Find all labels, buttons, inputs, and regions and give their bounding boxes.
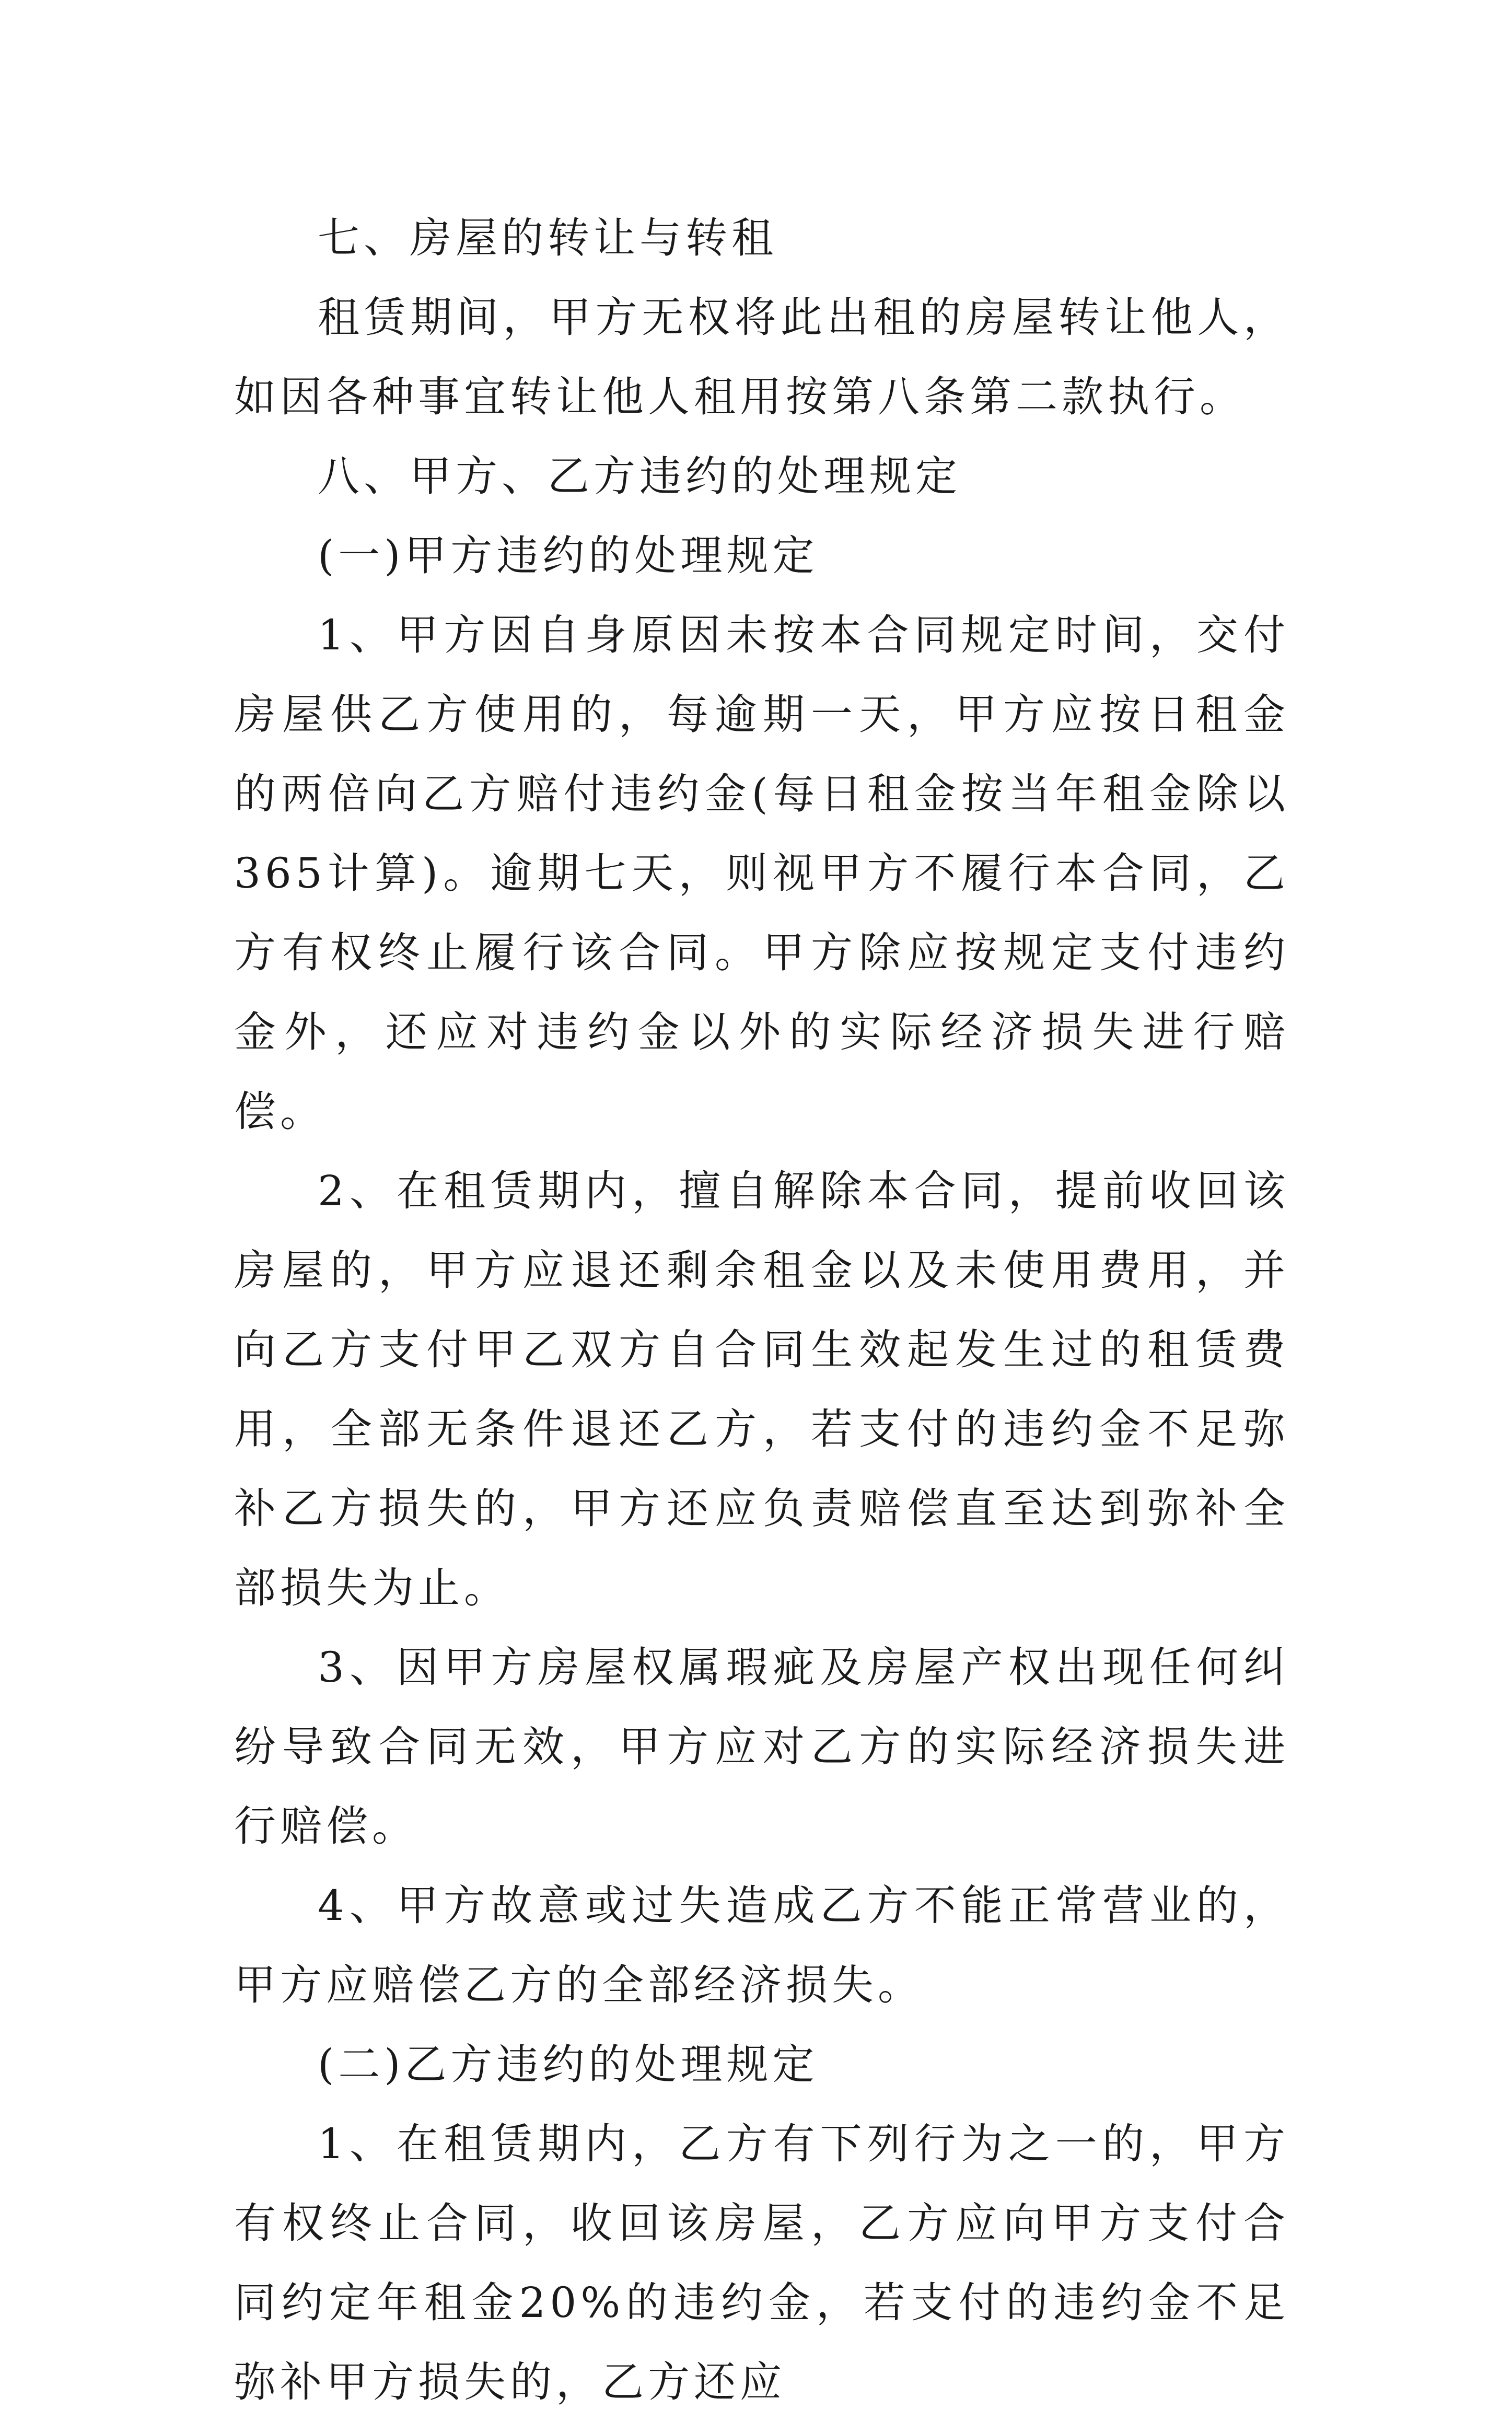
section-heading-breach: 八、甲方、乙方违约的处理规定 xyxy=(318,452,961,500)
section-heading-transfer: 七、房屋的转让与转租 xyxy=(318,214,777,262)
subsection-heading-party-b: (二)乙方违约的处理规定 xyxy=(318,2040,819,2089)
paragraph-transfer-clause: 租赁期间，甲方无权将此出租的房屋转让他人，如因各种事宜转让他人租用按第八条第二款执行。 xyxy=(234,293,1289,421)
paragraph-party-a-item-2: 2、在租赁期内，擅自解除本合同，提前收回该房屋的，甲方应退还剩余租金以及未使用费用，并向乙方支付甲乙双方自合同生效起发生过的租赁费用，全部无条件退还乙方，若支付的违约金不足弥补乙方损失的，甲方还应负责赔偿直至达到弥补全部损失为止。 xyxy=(234,1167,1289,1612)
document-body xyxy=(234,199,1289,2422)
subsection-heading-party-a: (一)甲方违约的处理规定 xyxy=(318,531,819,580)
paragraph-party-a-item-1: 1、甲方因自身原因未按本合同规定时间，交付房屋供乙方使用的，每逾期一天，甲方应按日租金的两倍向乙方赔付违约金(每日租金按当年租金除以365计算)。逾期七天，则视甲方不履行本合同，乙方有权终止履行该合同。甲方除应按规定支付违约金外，还应对违约金以外的实际经济损失进行赔偿。 xyxy=(234,611,1289,1136)
paragraph-party-a-item-3: 3、因甲方房屋权属瑕疵及房屋产权出现任何纠纷导致合同无效，甲方应对乙方的实际经济损失进行赔偿。 xyxy=(234,1643,1289,1850)
paragraph-party-a-item-4: 4、甲方故意或过失造成乙方不能正常营业的，甲方应赔偿乙方的全部经济损失。 xyxy=(234,1881,1289,2009)
paragraph-party-b-item-1: 1、在租赁期内，乙方有下列行为之一的，甲方有权终止合同，收回该房屋，乙方应向甲方支付合同约定年租金20%的违约金，若支付的违约金不足弥补甲方损失的，乙方还应 xyxy=(234,2120,1289,2406)
